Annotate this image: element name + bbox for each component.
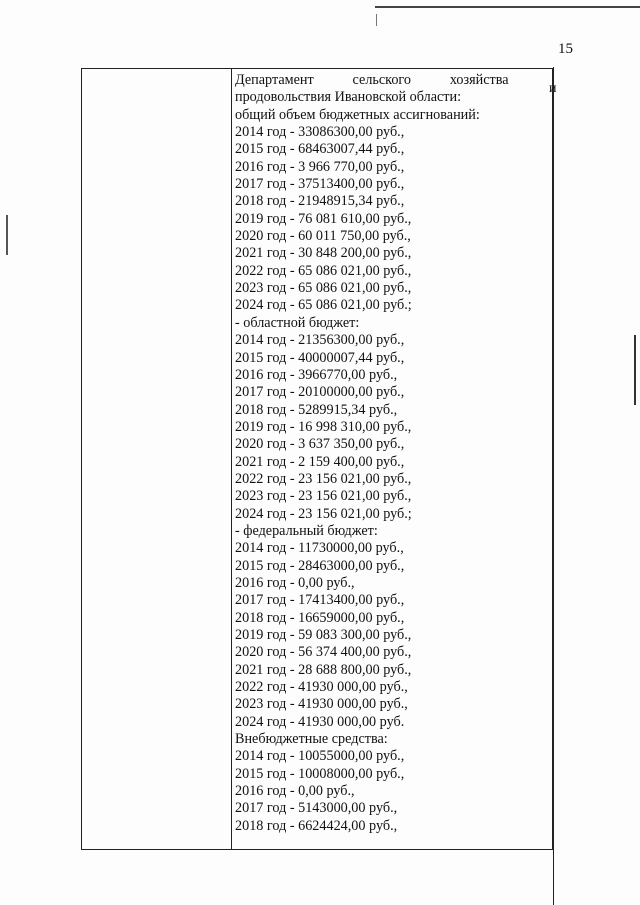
cell-heading-line bbox=[235, 72, 555, 89]
budget-line: 2017 год - 17413400,00 руб., bbox=[235, 592, 405, 609]
budget-line: 2023 год - 65 086 021,00 руб., bbox=[235, 280, 412, 297]
heading-word: хозяйства bbox=[449, 72, 509, 88]
budget-line: 2015 год - 40000007,44 руб., bbox=[235, 349, 405, 366]
scan-artifact-top-line bbox=[375, 6, 640, 8]
scan-artifact-left-mark bbox=[6, 215, 8, 255]
budget-line: 2019 год - 59 083 300,00 руб., bbox=[235, 627, 412, 643]
budget-line: 2014 год - 10055000,00 руб., bbox=[235, 748, 405, 765]
budget-line: - федеральный бюджет: bbox=[235, 522, 378, 539]
budget-line: 2015 год - 10008000,00 руб., bbox=[235, 765, 405, 782]
heading-word: Департамент bbox=[235, 72, 314, 88]
budget-line: 2020 год - 3 637 350,00 руб., bbox=[235, 436, 405, 453]
budget-line: 2022 год - 65 086 021,00 руб., bbox=[235, 262, 412, 279]
budget-line: 2019 год - 76 081 610,00 руб., bbox=[235, 210, 412, 227]
budget-line: - областной бюджет: bbox=[235, 314, 360, 331]
budget-line: 2014 год - 11730000,00 руб., bbox=[235, 540, 404, 557]
budget-line: 2022 год - 23 156 021,00 руб., bbox=[235, 470, 412, 487]
budget-line: 2014 год - 21356300,00 руб., bbox=[235, 332, 405, 349]
budget-line: 2021 год - 28 688 800,00 руб., bbox=[235, 661, 412, 678]
scan-artifact-right-mark bbox=[634, 335, 636, 405]
heading-word-overflow: и bbox=[549, 81, 557, 96]
budget-line: 2019 год - 16 998 310,00 руб., bbox=[235, 418, 412, 435]
budget-line: 2014 год - 33086300,00 руб., bbox=[235, 124, 405, 141]
column-divider bbox=[231, 69, 232, 849]
heading-word: сельского bbox=[352, 72, 411, 88]
budget-line: 2016 год - 3 966 770,00 руб., bbox=[235, 158, 405, 175]
budget-line: 2018 год - 21948915,34 руб., bbox=[235, 193, 405, 210]
budget-line: 2016 год - 0,00 руб., bbox=[235, 574, 355, 591]
cell-lines bbox=[235, 89, 553, 835]
budget-line: 2021 год - 30 848 200,00 руб., bbox=[235, 245, 412, 262]
budget-line: 2020 год - 56 374 400,00 руб., bbox=[235, 644, 412, 661]
budget-line: 2024 год - 41930 000,00 руб. bbox=[235, 713, 405, 730]
budget-line: 2018 год - 5289915,34 руб., bbox=[235, 401, 398, 418]
budget-cell bbox=[235, 72, 553, 835]
right-margin-line bbox=[553, 67, 554, 905]
budget-line: 2015 год - 28463000,00 руб., bbox=[235, 557, 405, 574]
budget-line: продовольствия Ивановской области: bbox=[235, 89, 462, 106]
budget-table bbox=[81, 68, 553, 850]
page-number: 15 bbox=[558, 41, 573, 57]
budget-line: 2016 год - 0,00 руб., bbox=[235, 783, 355, 800]
budget-line: 2024 год - 65 086 021,00 руб.; bbox=[235, 297, 412, 314]
budget-line: Внебюджетные средства: bbox=[235, 731, 388, 748]
budget-line: 2017 год - 5143000,00 руб., bbox=[235, 800, 398, 817]
budget-line: 2024 год - 23 156 021,00 руб.; bbox=[235, 505, 412, 522]
budget-line: 2015 год - 68463007,44 руб., bbox=[235, 141, 405, 158]
budget-line: 2021 год - 2 159 400,00 руб., bbox=[235, 453, 405, 470]
budget-line: 2018 год - 16659000,00 руб., bbox=[235, 609, 405, 626]
budget-line: 2020 год - 60 011 750,00 руб., bbox=[235, 228, 411, 245]
budget-line: 2017 год - 37513400,00 руб., bbox=[235, 176, 405, 193]
budget-line: 2016 год - 3966770,00 руб., bbox=[235, 366, 398, 383]
budget-line: 2023 год - 41930 000,00 руб., bbox=[235, 696, 408, 713]
budget-line: 2018 год - 6624424,00 руб., bbox=[235, 817, 398, 834]
budget-line: 2023 год - 23 156 021,00 руб., bbox=[235, 488, 412, 505]
budget-line: 2017 год - 20100000,00 руб., bbox=[235, 384, 405, 401]
budget-line: общий объем бюджетных ассигнований: bbox=[235, 106, 480, 123]
scan-artifact-tick bbox=[376, 14, 377, 26]
budget-line: 2022 год - 41930 000,00 руб., bbox=[235, 679, 408, 696]
